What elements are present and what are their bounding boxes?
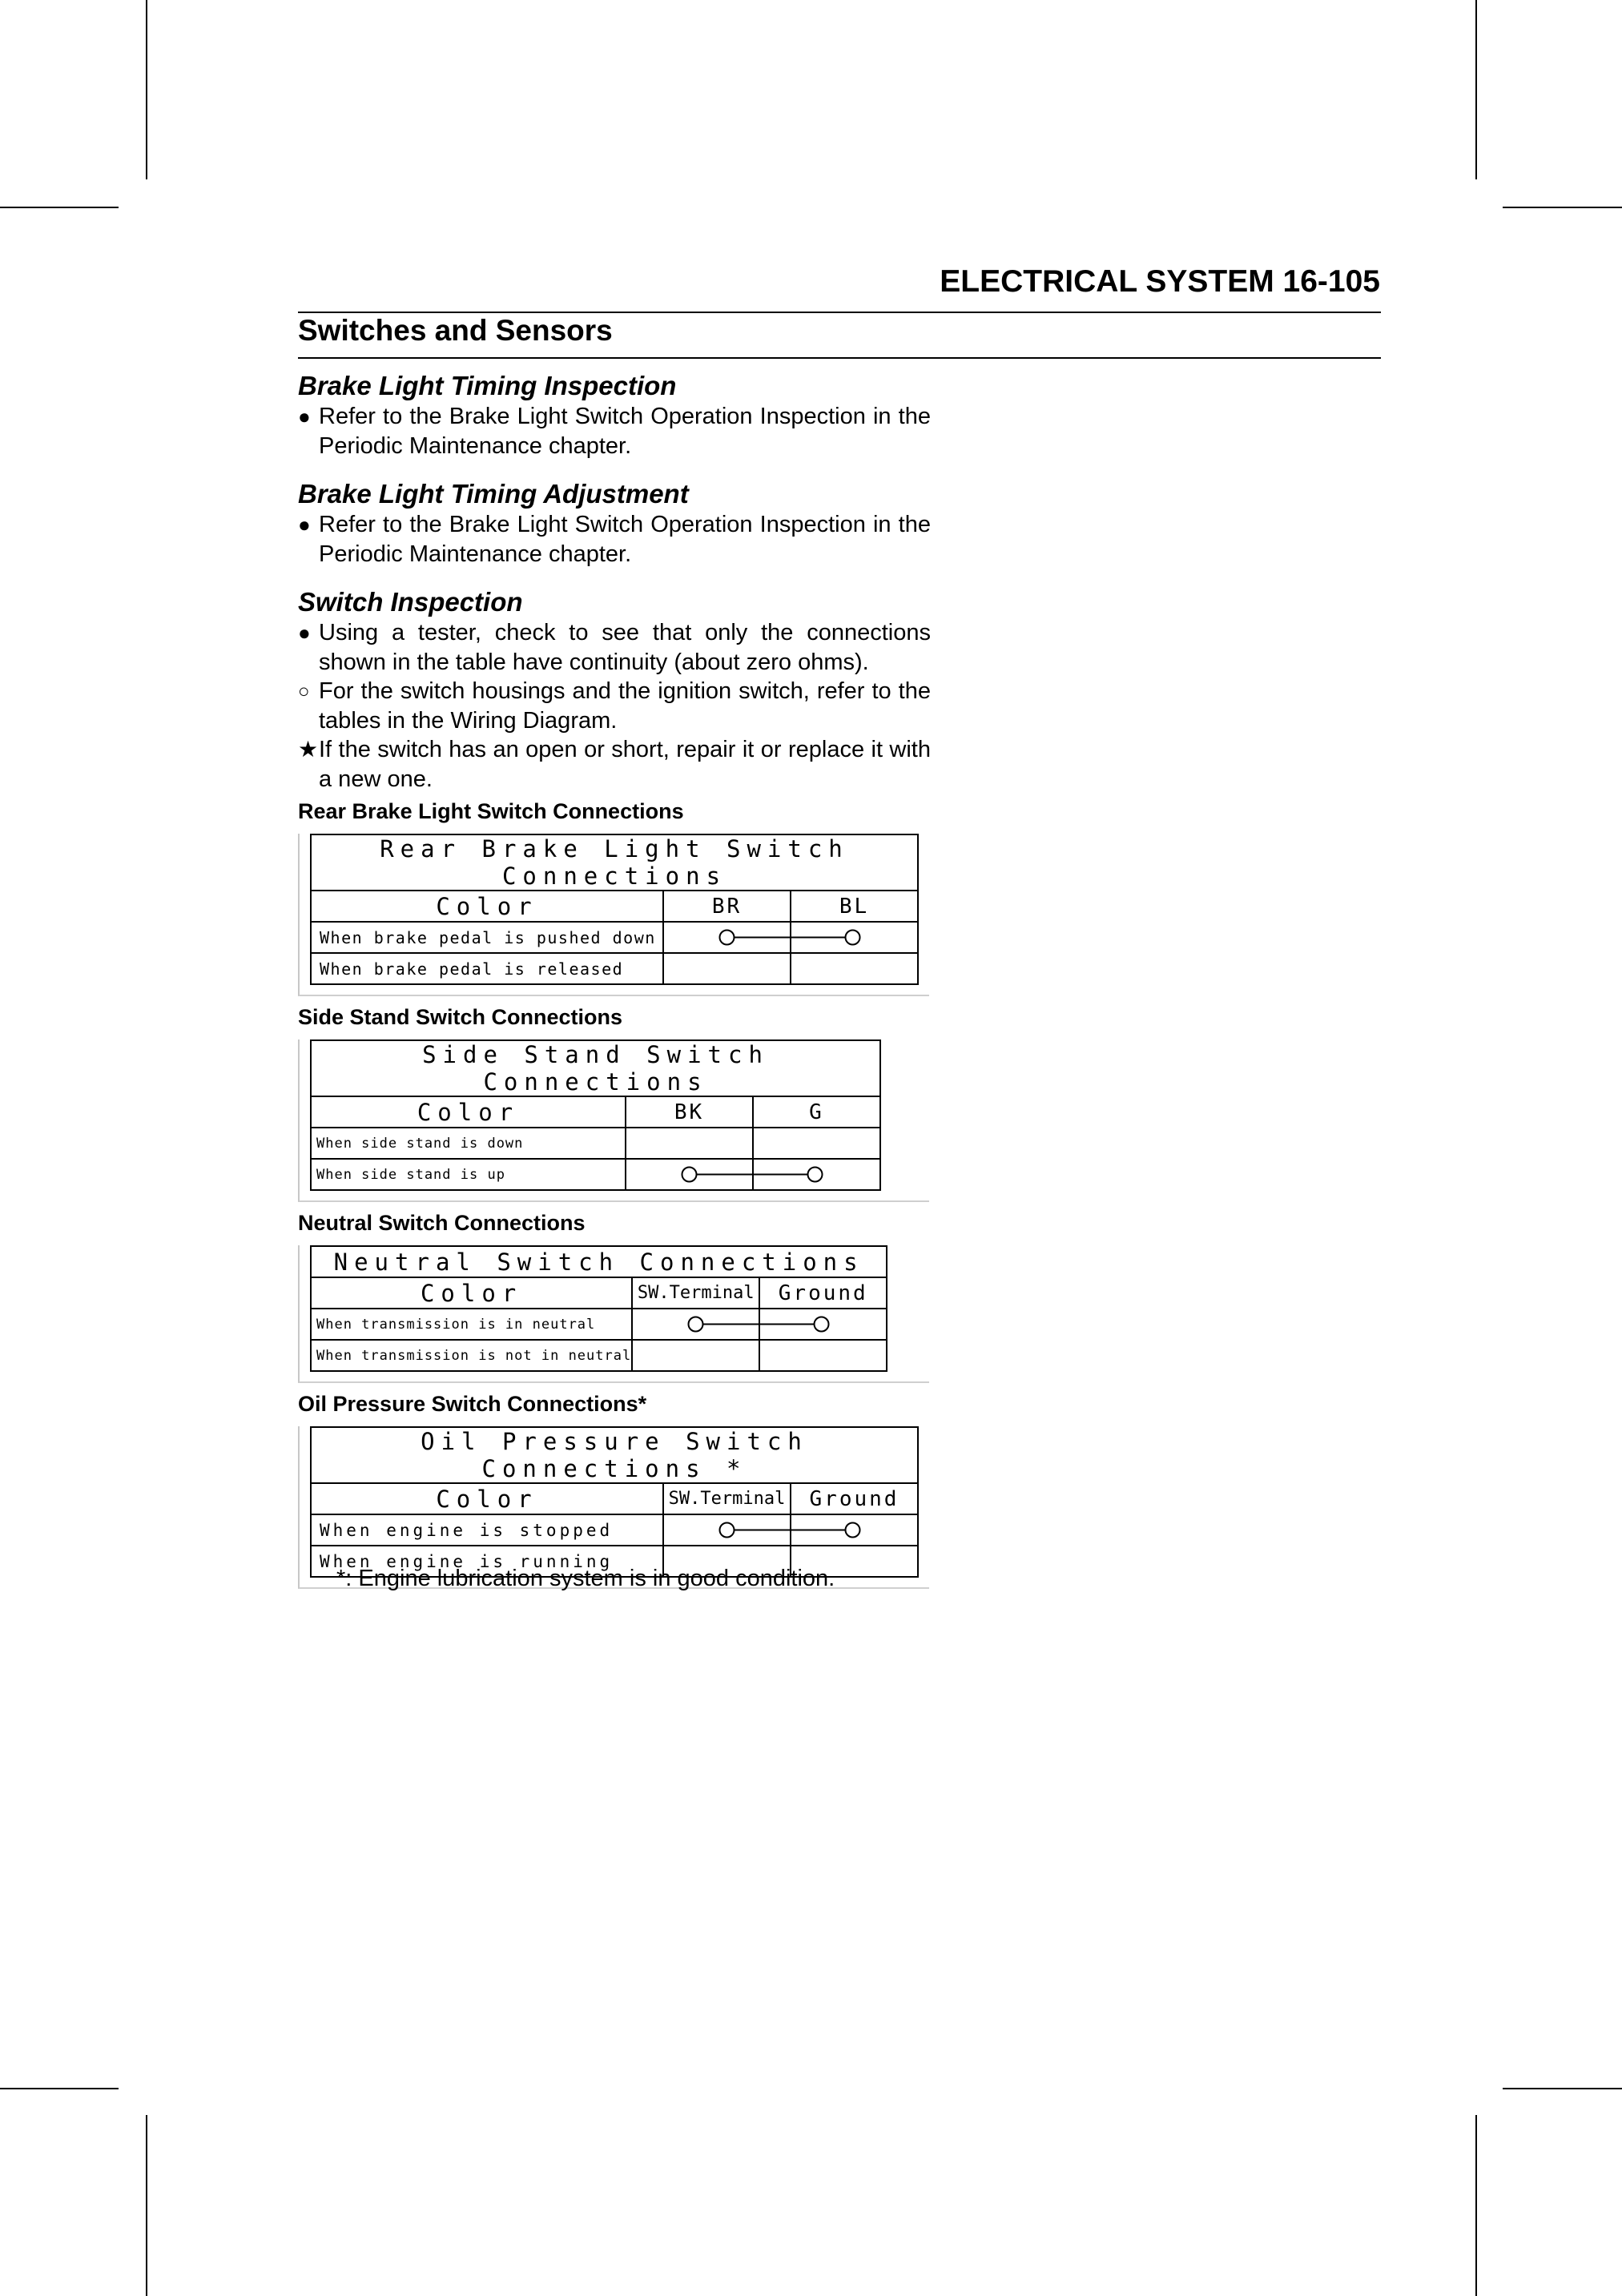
neutral-caption: Neutral Switch Connections xyxy=(298,1211,586,1235)
terminal-header: G xyxy=(753,1096,880,1128)
crop-mark xyxy=(0,2088,119,2089)
page-content xyxy=(298,370,931,1589)
terminal-circle-icon xyxy=(689,1317,703,1332)
neutral-table-frame xyxy=(298,1245,929,1383)
terminal-header: SW.Terminal xyxy=(663,1483,791,1514)
item-text: Using a tester, check to see that only the connections shown in the table have continuity (about zero ohms). xyxy=(319,620,931,675)
connection-cell xyxy=(663,922,918,953)
row-label: When side stand is up xyxy=(311,1159,626,1190)
connection-cell xyxy=(632,1340,887,1371)
header-rule xyxy=(298,312,1381,313)
rear-brake-table-frame xyxy=(298,834,929,996)
oil-pressure-connections-table xyxy=(310,1426,919,1578)
item-text: If the switch has an open or short, repair it or replace it with a new one. xyxy=(319,737,931,792)
item-text: Refer to the Brake Light Switch Operation Inspection in the Periodic Maintenance chapter. xyxy=(319,512,931,567)
crop-mark xyxy=(1503,2088,1622,2089)
connection-cell xyxy=(626,1159,880,1190)
item-text: For the switch housings and the ignition switch, refer to the tables in the Wiring Diagram. xyxy=(319,678,931,734)
crop-mark xyxy=(146,2115,147,2296)
crop-mark xyxy=(1475,0,1477,179)
crop-mark xyxy=(0,207,119,208)
bullet-icon: ● xyxy=(298,404,311,428)
rear-brake-caption: Rear Brake Light Switch Connections xyxy=(298,799,684,823)
rear-brake-connections-table xyxy=(310,834,919,985)
connection-cell xyxy=(626,1128,880,1159)
terminal-header: BL xyxy=(791,891,918,922)
oil-pressure-table-frame xyxy=(298,1426,929,1589)
row-label: When transmission is in neutral xyxy=(311,1309,632,1340)
row-label: When transmission is not in neutral xyxy=(311,1340,632,1371)
table-title: Oil Pressure Switch Connections * xyxy=(311,1427,918,1483)
connection-cell xyxy=(632,1309,887,1340)
terminal-header: SW.Terminal xyxy=(632,1277,759,1309)
terminal-header: BR xyxy=(663,891,791,922)
table-title: Side Stand Switch Connections xyxy=(311,1040,880,1096)
crop-mark xyxy=(1475,2115,1477,2296)
color-header: Color xyxy=(311,1096,626,1128)
footnote: *: Engine lubrication system is in good condition. xyxy=(336,1566,835,1591)
terminal-header: Ground xyxy=(791,1483,918,1514)
terminal-circle-icon xyxy=(808,1168,823,1182)
crop-mark xyxy=(146,0,147,179)
star-icon: ★ xyxy=(298,737,319,762)
row-label: When engine is stopped xyxy=(311,1514,663,1546)
connection-cell xyxy=(663,953,918,984)
continuity-symbol xyxy=(633,1309,884,1339)
continuity-symbol xyxy=(626,1160,878,1189)
terminal-header: Ground xyxy=(759,1277,887,1309)
item-text: Refer to the Brake Light Switch Operation Inspection in the Periodic Maintenance chapter. xyxy=(319,404,931,459)
terminal-circle-icon xyxy=(720,931,735,945)
brake-timing-adjustment-heading: Brake Light Timing Adjustment xyxy=(298,479,689,509)
row-label: When engine is running xyxy=(311,1546,663,1577)
section-title: Switches and Sensors xyxy=(298,314,613,347)
brake-timing-inspection-item xyxy=(298,402,931,460)
switch-inspection-item xyxy=(298,735,931,794)
bullet-icon: ● xyxy=(298,621,311,645)
section-rule xyxy=(298,357,1381,359)
side-stand-connections-table xyxy=(310,1039,881,1191)
continuity-symbol xyxy=(664,923,916,952)
continuity-symbol xyxy=(664,1515,916,1545)
terminal-circle-icon xyxy=(682,1168,697,1182)
brake-timing-inspection-heading: Brake Light Timing Inspection xyxy=(298,371,677,400)
switch-inspection-heading: Switch Inspection xyxy=(298,587,523,617)
terminal-circle-icon xyxy=(815,1317,829,1332)
switch-inspection-item xyxy=(298,618,931,677)
color-header: Color xyxy=(311,891,663,922)
terminal-circle-icon xyxy=(846,931,860,945)
side-stand-caption: Side Stand Switch Connections xyxy=(298,1005,623,1029)
side-stand-table-frame xyxy=(298,1039,929,1202)
terminal-circle-icon xyxy=(720,1523,735,1538)
row-label: When side stand is down xyxy=(311,1128,626,1159)
open-circle-icon: ○ xyxy=(298,681,310,702)
switch-inspection-item xyxy=(298,677,931,735)
neutral-connections-table xyxy=(310,1245,887,1372)
connection-cell xyxy=(663,1514,918,1546)
oil-pressure-caption: Oil Pressure Switch Connections* xyxy=(298,1392,647,1416)
row-label: When brake pedal is released xyxy=(311,953,663,984)
table-title: Rear Brake Light Switch Connections xyxy=(311,834,918,891)
terminal-header: BK xyxy=(626,1096,753,1128)
brake-timing-adjustment-item xyxy=(298,510,931,569)
row-label: When brake pedal is pushed down xyxy=(311,922,663,953)
crop-mark xyxy=(1503,207,1622,208)
color-header: Color xyxy=(311,1483,663,1514)
color-header: Color xyxy=(311,1277,632,1309)
terminal-circle-icon xyxy=(846,1523,860,1538)
page-header: ELECTRICAL SYSTEM 16-105 xyxy=(940,264,1380,299)
table-title: Neutral Switch Connections xyxy=(311,1246,887,1277)
bullet-icon: ● xyxy=(298,513,311,537)
